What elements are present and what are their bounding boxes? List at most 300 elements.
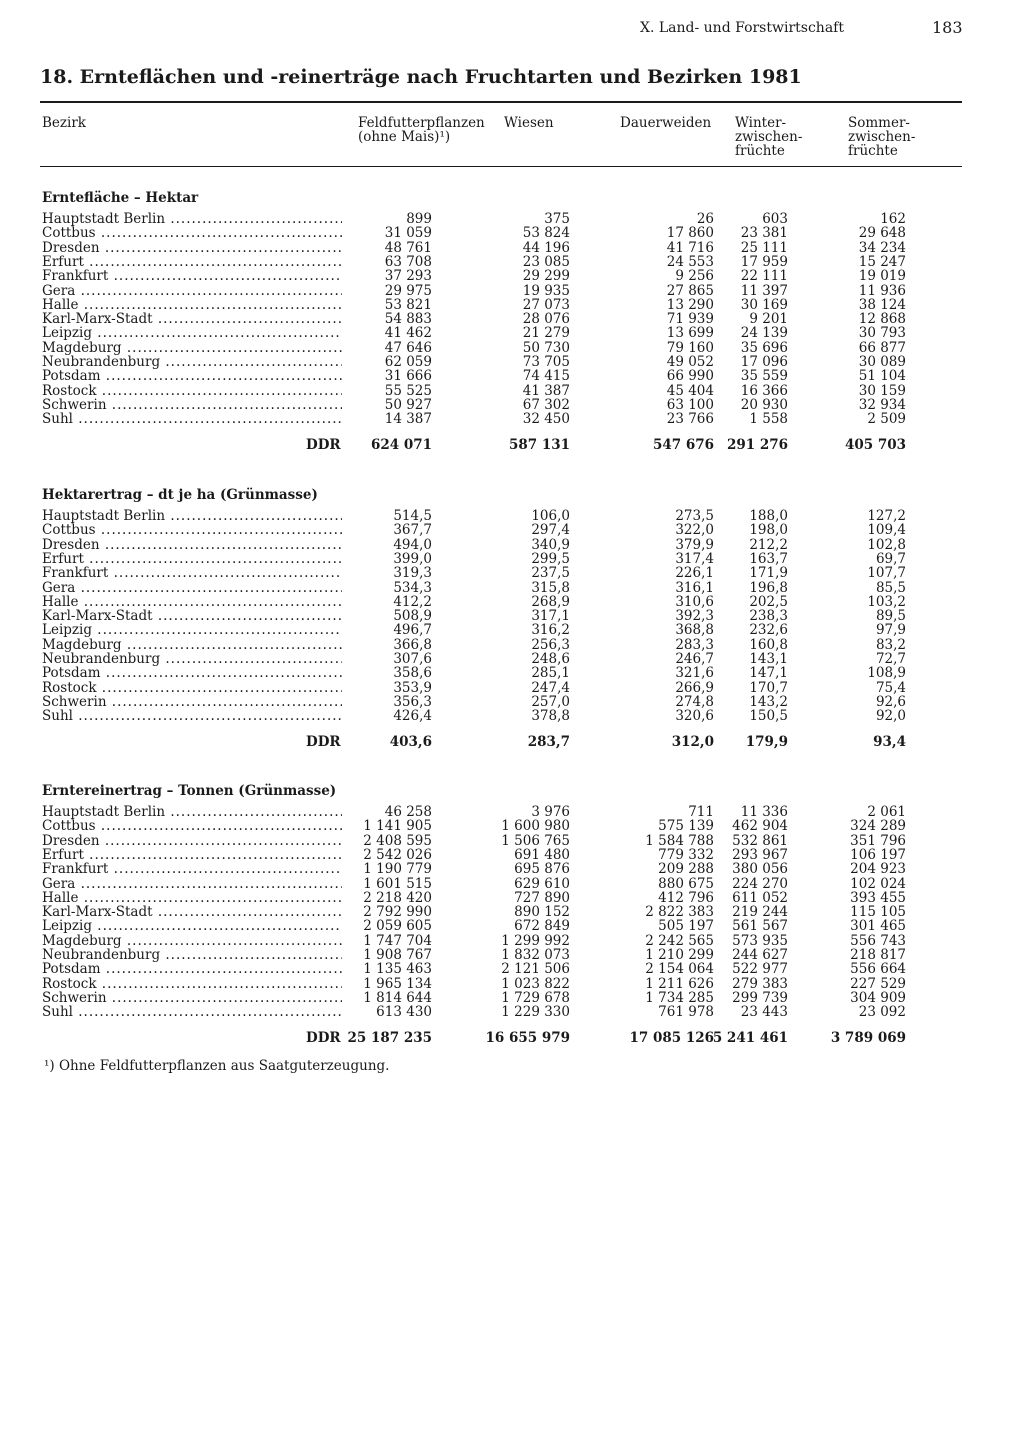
running-header: X. Land- und Forstwirtschaft [640,20,844,36]
table-row [0,991,1024,1005]
value-cell-c5: 92,0 [875,708,906,725]
bezirk-name: Hauptstadt Berlin ..... [42,805,342,819]
value-cell-c3: 316,1 [675,579,714,596]
value-cell-c4: 150,5 [749,708,788,725]
value-cell-c1: 63 708 [384,253,432,270]
value-cell-c1: 307,6 [393,651,432,667]
value-cell-c2: 44 196 [522,239,570,256]
value-cell-c3: 63 100 [666,396,714,413]
value-cell-c5: 324 289 [850,818,906,835]
value-cell-c4: 573 935 [732,932,788,949]
table-row [0,891,1024,905]
bezirk-name: Erfurt ..... [42,255,342,269]
value-cell-c1: 1 601 515 [363,875,432,892]
table-row [0,877,1024,891]
value-cell-c2: 23 085 [522,253,570,270]
table-row [0,848,1024,862]
table-row [0,566,1024,580]
table-row [0,255,1024,269]
total-label: DDR [306,437,341,454]
value-cell-c3: 209 288 [658,861,714,878]
value-cell-c3: 2 154 064 [645,961,714,978]
bezirk-name: Frankfurt ..... [42,269,342,283]
table-row [0,652,1024,666]
value-cell-c2: 21 279 [522,325,570,342]
value-cell-c5: 127,2 [867,508,906,524]
value-cell-c4: 293 967 [732,846,788,863]
value-cell-c1: 1 965 134 [363,975,432,992]
value-cell-c5: 34 234 [858,239,906,256]
value-cell-c5: 30 159 [858,382,906,399]
value-cell-c5: 85,5 [875,579,906,596]
value-cell-c4: 9 201 [749,311,788,328]
value-cell-c2: 256,3 [531,636,570,653]
value-cell-c5: 19 019 [858,268,906,285]
value-cell-c5: 29 648 [858,225,906,242]
value-cell-c3: 226,1 [675,565,714,582]
value-cell-c2: 297,4 [531,522,570,539]
column-header-wiesen: Wiesen [504,115,554,131]
value-cell-c1: 613 430 [376,1004,432,1021]
value-cell-c1: 399,0 [393,550,432,567]
value-cell-c2: 41 387 [522,382,570,399]
bezirk-name: Cottbus ..... [42,226,342,240]
value-cell-c3: 23 766 [666,411,714,428]
bezirk-name: Gera ..... [42,877,342,891]
value-cell-c1: 1 908 767 [363,947,432,963]
value-cell-c2: 1 600 980 [501,818,570,835]
value-cell-c4: 1 558 [749,411,788,428]
value-cell-c4: 17 959 [740,253,788,270]
total-cell-c2: 587 131 [508,437,570,454]
total-cell-c4: 5 241 461 [712,1030,788,1047]
value-cell-c1: 48 761 [384,239,432,256]
value-cell-c3: 779 332 [658,846,714,863]
total-cell-c3: 17 085 126 [629,1030,714,1047]
value-cell-c1: 356,3 [393,693,432,710]
bezirk-name: Potsdam ..... [42,962,342,976]
bezirk-name: Schwerin ..... [42,398,342,412]
value-cell-c1: 2 218 420 [363,889,432,906]
value-cell-c2: 67 302 [522,396,570,413]
table-row [0,355,1024,369]
value-cell-c5: 351 796 [850,832,906,849]
bezirk-name: Magdeburg ..... [42,934,342,948]
total-cell-c5: 3 789 069 [830,1030,906,1047]
value-cell-c2: 106,0 [531,508,570,524]
value-cell-c1: 14 387 [384,411,432,428]
total-row [0,735,1024,749]
value-cell-c4: 23 443 [740,1004,788,1021]
value-cell-c3: 317,4 [675,550,714,567]
table-row [0,834,1024,848]
value-cell-c2: 29 299 [522,268,570,285]
value-cell-c2: 1 299 992 [501,932,570,949]
table-row [0,523,1024,537]
value-cell-c4: 171,9 [749,565,788,582]
value-cell-c1: 534,3 [393,579,432,596]
value-cell-c5: 15 247 [858,253,906,270]
bezirk-name: Cottbus ..... [42,523,342,537]
value-cell-c3: 2 242 565 [645,932,714,949]
value-cell-c1: 31 059 [384,225,432,242]
total-label: DDR [306,1030,341,1047]
value-cell-c3: 392,3 [675,608,714,625]
table-row [0,919,1024,933]
header-top-rule [40,101,962,103]
table-row [0,284,1024,298]
total-cell-c2: 16 655 979 [485,1030,570,1047]
bezirk-name: Hauptstadt Berlin ..... [42,509,342,523]
value-cell-c4: 11 336 [740,804,788,820]
bezirk-name: Suhl ..... [42,709,342,723]
value-cell-c4: 380 056 [732,861,788,878]
value-cell-c2: 237,5 [531,565,570,582]
value-cell-c1: 31 666 [384,368,432,385]
column-header-winterzwischenfruechte: Winter- zwischen- früchte [735,115,803,159]
bezirk-name: Karl-Marx-Stadt ..... [42,312,342,326]
value-cell-c3: 412 796 [658,889,714,906]
total-label: DDR [306,734,341,751]
total-cell-c3: 312,0 [671,734,714,751]
value-cell-c4: 163,7 [749,550,788,567]
value-cell-c2: 340,9 [531,536,570,553]
value-cell-c3: 368,8 [675,622,714,639]
value-cell-c2: 695 876 [514,861,570,878]
value-cell-c3: 9 256 [675,268,714,285]
value-cell-c4: 24 139 [740,325,788,342]
value-cell-c2: 375 [544,211,570,227]
value-cell-c3: 880 675 [658,875,714,892]
value-cell-c2: 1 832 073 [501,947,570,963]
value-cell-c3: 26 [696,211,714,227]
bezirk-name: Frankfurt ..... [42,566,342,580]
value-cell-c2: 248,6 [531,651,570,667]
value-cell-c5: 115 105 [850,904,906,921]
bezirk-name: Gera ..... [42,581,342,595]
value-cell-c5: 107,7 [867,565,906,582]
value-cell-c1: 353,9 [393,679,432,696]
value-cell-c2: 672 849 [514,918,570,935]
value-cell-c1: 47 646 [384,339,432,356]
table-row [0,695,1024,709]
value-cell-c5: 30 089 [858,354,906,370]
value-cell-c3: 379,9 [675,536,714,553]
value-cell-c4: 20 930 [740,396,788,413]
value-cell-c1: 426,4 [393,708,432,725]
value-cell-c2: 268,9 [531,593,570,610]
table-row [0,412,1024,426]
value-cell-c2: 299,5 [531,550,570,567]
table-row [0,312,1024,326]
value-cell-c2: 378,8 [531,708,570,725]
value-cell-c1: 514,5 [393,508,432,524]
page-number: 183 [932,18,963,37]
table-row [0,905,1024,919]
value-cell-c3: 1 211 626 [645,975,714,992]
value-cell-c4: 522 977 [732,961,788,978]
value-cell-c1: 1 141 905 [363,818,432,835]
value-cell-c2: 890 152 [514,904,570,921]
header-bottom-rule [40,166,962,167]
value-cell-c3: 45 404 [666,382,714,399]
value-cell-c4: 188,0 [749,508,788,524]
section-title: Erntefläche – Hektar [42,190,199,206]
value-cell-c1: 2 542 026 [363,846,432,863]
table-title: 18. Ernteflächen und -reinerträge nach Fruchtarten und Bezirken 1981 [40,66,802,88]
value-cell-c1: 2 059 605 [363,918,432,935]
value-cell-c1: 1 814 644 [363,989,432,1006]
value-cell-c2: 315,8 [531,579,570,596]
bezirk-name: Magdeburg ..... [42,341,342,355]
table-row [0,581,1024,595]
value-cell-c4: 224 270 [732,875,788,892]
value-cell-c5: 51 104 [858,368,906,385]
value-cell-c4: 16 366 [740,382,788,399]
value-cell-c5: 97,9 [875,622,906,639]
table-row [0,819,1024,833]
value-cell-c3: 283,3 [675,636,714,653]
value-cell-c3: 27 865 [666,282,714,299]
value-cell-c1: 29 975 [384,282,432,299]
table-row [0,977,1024,991]
value-cell-c4: 212,2 [749,536,788,553]
value-cell-c2: 32 450 [522,411,570,428]
bezirk-name: Erfurt ..... [42,848,342,862]
value-cell-c2: 27 073 [522,296,570,313]
value-cell-c5: 38 124 [858,296,906,313]
table-row [0,623,1024,637]
value-cell-c1: 1 747 704 [363,932,432,949]
table-row [0,369,1024,383]
value-cell-c1: 53 821 [384,296,432,313]
value-cell-c2: 316,2 [531,622,570,639]
bezirk-name: Rostock ..... [42,681,342,695]
table-row [0,962,1024,976]
table-row [0,934,1024,948]
value-cell-c3: 24 553 [666,253,714,270]
bezirk-name: Dresden ..... [42,538,342,552]
value-cell-c1: 55 525 [384,382,432,399]
value-cell-c2: 1 729 678 [501,989,570,1006]
section-title: Hektarertrag – dt je ha (Grünmasse) [42,487,318,503]
table-row [0,212,1024,226]
value-cell-c5: 102,8 [867,536,906,553]
value-cell-c1: 62 059 [384,354,432,370]
total-cell-c3: 547 676 [652,437,714,454]
value-cell-c1: 412,2 [393,593,432,610]
value-cell-c5: 301 465 [850,918,906,935]
value-cell-c3: 322,0 [675,522,714,539]
value-cell-c5: 89,5 [875,608,906,625]
value-cell-c4: 219 244 [732,904,788,921]
value-cell-c2: 727 890 [514,889,570,906]
bezirk-name: Neubrandenburg ..... [42,355,342,369]
value-cell-c2: 28 076 [522,311,570,328]
value-cell-c5: 92,6 [875,693,906,710]
value-cell-c4: 11 397 [740,282,788,299]
value-cell-c2: 1 229 330 [501,1004,570,1021]
table-row [0,709,1024,723]
value-cell-c3: 575 139 [658,818,714,835]
value-cell-c1: 496,7 [393,622,432,639]
value-cell-c2: 2 121 506 [501,961,570,978]
value-cell-c3: 1 734 285 [645,989,714,1006]
value-cell-c5: 393 455 [850,889,906,906]
value-cell-c1: 2 792 990 [363,904,432,921]
table-row [0,298,1024,312]
value-cell-c4: 532 861 [732,832,788,849]
value-cell-c4: 22 111 [740,268,788,285]
table-row [0,326,1024,340]
value-cell-c1: 508,9 [393,608,432,625]
value-cell-c3: 79 160 [666,339,714,356]
table-row [0,609,1024,623]
bezirk-name: Schwerin ..... [42,695,342,709]
value-cell-c4: 147,1 [749,665,788,682]
value-cell-c5: 556 743 [850,932,906,949]
value-cell-c3: 13 290 [666,296,714,313]
value-cell-c4: 35 559 [740,368,788,385]
value-cell-c3: 71 939 [666,311,714,328]
value-cell-c4: 160,8 [749,636,788,653]
value-cell-c1: 50 927 [384,396,432,413]
bezirk-name: Magdeburg ..... [42,638,342,652]
value-cell-c2: 691 480 [514,846,570,863]
value-cell-c2: 50 730 [522,339,570,356]
value-cell-c5: 23 092 [858,1004,906,1021]
value-cell-c3: 17 860 [666,225,714,242]
bezirk-name: Leipzig ..... [42,919,342,933]
value-cell-c5: 12 868 [858,311,906,328]
total-cell-c5: 93,4 [873,734,906,751]
value-cell-c5: 2 509 [867,411,906,428]
column-header-dauerweiden: Dauerweiden [620,115,712,131]
value-cell-c5: 32 934 [858,396,906,413]
bezirk-name: Potsdam ..... [42,369,342,383]
total-row [0,438,1024,452]
value-cell-c2: 74 415 [522,368,570,385]
value-cell-c3: 320,6 [675,708,714,725]
value-cell-c5: 83,2 [875,636,906,653]
bezirk-name: Cottbus ..... [42,819,342,833]
value-cell-c3: 273,5 [675,508,714,524]
bezirk-name: Neubrandenburg ..... [42,652,342,666]
value-cell-c5: 66 877 [858,339,906,356]
value-cell-c1: 899 [406,211,432,227]
value-cell-c4: 279 383 [732,975,788,992]
value-cell-c4: 30 169 [740,296,788,313]
total-cell-c4: 179,9 [745,734,788,751]
value-cell-c2: 3 976 [531,804,570,820]
value-cell-c1: 1 190 779 [363,861,432,878]
value-cell-c3: 274,8 [675,693,714,710]
value-cell-c4: 143,2 [749,693,788,710]
value-cell-c5: 75,4 [875,679,906,696]
value-cell-c3: 505 197 [658,918,714,935]
value-cell-c5: 30 793 [858,325,906,342]
footnote: ¹) Ohne Feldfutterpflanzen aus Saatguterzeugung. [44,1058,390,1074]
bezirk-name: Schwerin ..... [42,991,342,1005]
value-cell-c4: 143,1 [749,651,788,667]
value-cell-c4: 244 627 [732,947,788,963]
bezirk-name: Karl-Marx-Stadt ..... [42,609,342,623]
value-cell-c1: 54 883 [384,311,432,328]
value-cell-c5: 556 664 [850,961,906,978]
bezirk-name: Leipzig ..... [42,623,342,637]
column-header-sommerzwischenfruechte: Sommer- zwischen- früchte [848,115,916,159]
value-cell-c2: 257,0 [531,693,570,710]
table-row [0,509,1024,523]
bezirk-name: Gera ..... [42,284,342,298]
bezirk-name: Suhl ..... [42,412,342,426]
bezirk-name: Rostock ..... [42,384,342,398]
bezirk-name: Neubrandenburg ..... [42,948,342,962]
table-row [0,862,1024,876]
bezirk-name: Dresden ..... [42,834,342,848]
value-cell-c5: 11 936 [858,282,906,299]
value-cell-c5: 162 [880,211,906,227]
value-cell-c3: 66 990 [666,368,714,385]
table-row [0,398,1024,412]
value-cell-c5: 218 817 [850,947,906,963]
value-cell-c5: 103,2 [867,593,906,610]
bezirk-name: Frankfurt ..... [42,862,342,876]
value-cell-c5: 72,7 [875,651,906,667]
value-cell-c4: 202,5 [749,593,788,610]
bezirk-name: Halle ..... [42,595,342,609]
value-cell-c2: 629 610 [514,875,570,892]
bezirk-name: Erfurt ..... [42,552,342,566]
value-cell-c1: 41 462 [384,325,432,342]
table-row [0,269,1024,283]
bezirk-name: Hauptstadt Berlin ..... [42,212,342,226]
value-cell-c2: 53 824 [522,225,570,242]
value-cell-c5: 304 909 [850,989,906,1006]
value-cell-c4: 232,6 [749,622,788,639]
table-row [0,226,1024,240]
value-cell-c5: 204 923 [850,861,906,878]
value-cell-c2: 1 506 765 [501,832,570,849]
bezirk-name: Dresden ..... [42,241,342,255]
value-cell-c3: 321,6 [675,665,714,682]
table-row [0,638,1024,652]
bezirk-name: Suhl ..... [42,1005,342,1019]
value-cell-c1: 46 258 [384,804,432,820]
table-row [0,805,1024,819]
value-cell-c2: 247,4 [531,679,570,696]
total-row [0,1031,1024,1045]
bezirk-name: Karl-Marx-Stadt ..... [42,905,342,919]
value-cell-c4: 35 696 [740,339,788,356]
table-row [0,666,1024,680]
value-cell-c3: 246,7 [675,651,714,667]
table-row [0,552,1024,566]
value-cell-c3: 266,9 [675,679,714,696]
value-cell-c1: 2 408 595 [363,832,432,849]
column-header-feldfutterpflanzen: Feldfutterpflanzen (ohne Mais)¹) [358,115,485,145]
value-cell-c4: 25 111 [740,239,788,256]
table-row [0,595,1024,609]
table-row [0,384,1024,398]
value-cell-c1: 37 293 [384,268,432,285]
value-cell-c2: 73 705 [522,354,570,370]
value-cell-c1: 1 135 463 [363,961,432,978]
total-cell-c2: 283,7 [527,734,570,751]
value-cell-c3: 2 822 383 [645,904,714,921]
value-cell-c3: 13 699 [666,325,714,342]
value-cell-c3: 1 584 788 [645,832,714,849]
